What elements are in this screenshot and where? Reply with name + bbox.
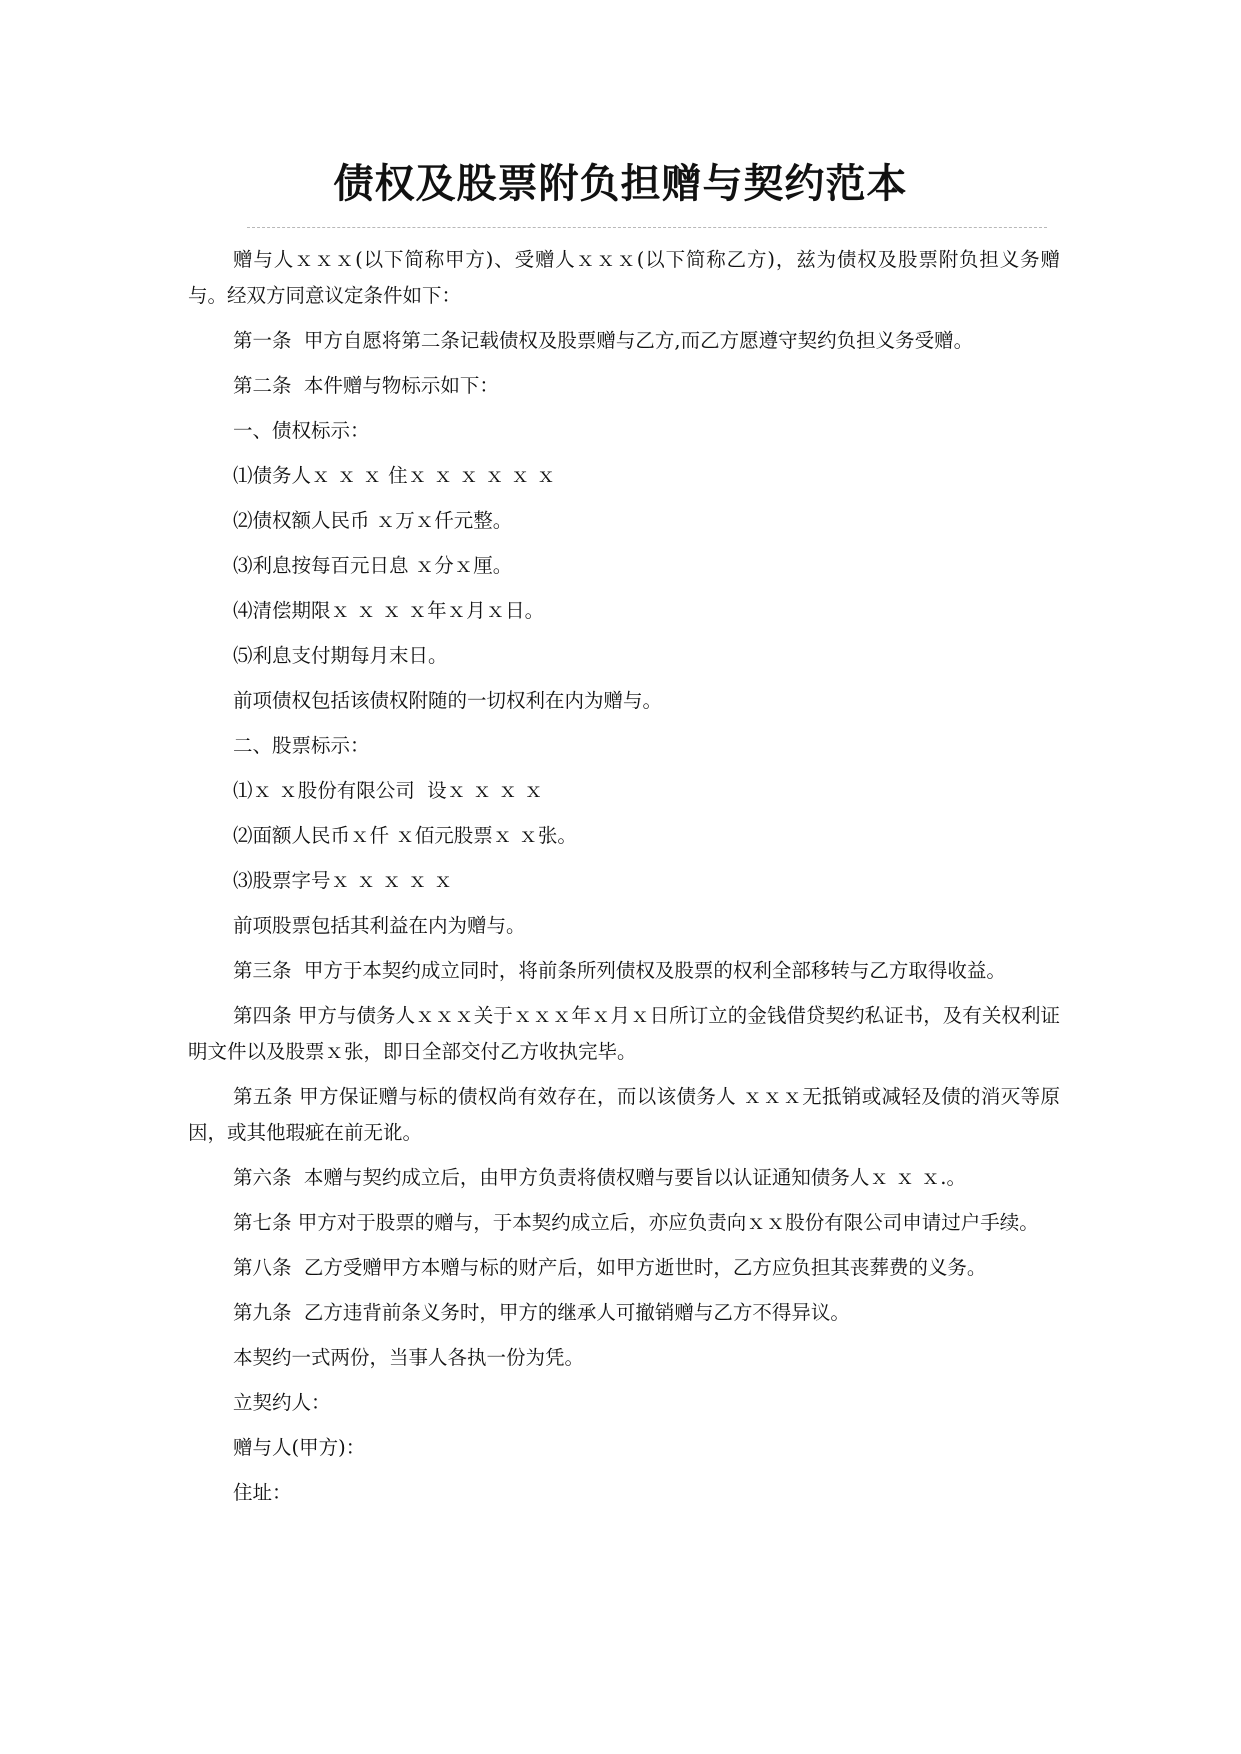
paragraph-claim-item-4: ⑷清偿期限ｘ ｘ ｘ ｘ年ｘ月ｘ日。 — [233, 599, 545, 622]
paragraph-article-2: 第二条 本件赠与物标示如下： — [233, 374, 499, 397]
document-title: 债权及股票附负担赠与契约范本 — [333, 160, 908, 207]
paragraph-stock-note: 前项股票包括其利益在内为赠与。 — [233, 914, 526, 937]
paragraph-intro: 赠与人ｘｘｘ(以下简称甲方)、受赠人ｘｘｘ(以下简称乙方)，兹为债权及股票附负担义务赠与。经双方同意议定条件如下： — [188, 248, 1060, 307]
paragraph-article-6: 第六条 本赠与契约成立后，由甲方负责将债权赠与要旨以认证通知债务人ｘ ｘ ｘ.。 — [233, 1166, 966, 1189]
paragraph-article-9: 第九条 乙方违背前条义务时，甲方的继承人可撤销赠与乙方不得异议。 — [233, 1301, 850, 1324]
paragraph-article-1: 第一条 甲方自愿将第二条记载债权及股票赠与乙方,而乙方愿遵守契约负担义务受赠。 — [233, 329, 974, 352]
paragraph-stock-item-2: ⑵面额人民币ｘ仟 ｘ佰元股票ｘ ｘ张。 — [233, 824, 577, 847]
document-body — [188, 242, 1060, 1520]
paragraph-stock-item-1: ⑴ｘ ｘ股份有限公司 设ｘ ｘ ｘ ｘ — [233, 779, 544, 802]
title-divider — [247, 227, 1047, 228]
paragraph-article-7: 第七条 甲方对于股票的赠与，于本契约成立后，亦应负责向ｘｘ股份有限公司申请过户手续。 — [233, 1211, 1039, 1234]
paragraph-claim-note: 前项债权包括该债权附随的一切权利在内为赠与。 — [233, 689, 663, 712]
paragraph-article-4: 第四条 甲方与债务人ｘｘｘ关于ｘｘｘ年ｘ月ｘ日所订立的金钱借贷契约私证书，及有关权利证明文件以及股票ｘ张，即日全部交付乙方收执完毕。 — [188, 1004, 1060, 1063]
paragraph-claim-item-3: ⑶利息按每百元日息 ｘ分ｘ厘。 — [233, 554, 513, 577]
paragraph-claim-item-5: ⑸利息支付期每月末日。 — [233, 644, 448, 667]
paragraph-article-3: 第三条 甲方于本契约成立同时，将前条所列债权及股票的权利全部移转与乙方取得收益。 — [233, 959, 1006, 982]
paragraph-stock-item-3: ⑶股票字号ｘ ｘ ｘ ｘ ｘ — [233, 869, 453, 892]
paragraph-claim-heading: 一、债权标示： — [233, 419, 370, 442]
paragraph-stock-heading: 二、股票标示： — [233, 734, 370, 757]
paragraph-address: 住址： — [233, 1481, 292, 1504]
paragraph-signatories: 立契约人： — [233, 1391, 331, 1414]
paragraph-article-5: 第五条 甲方保证赠与标的债权尚有效存在，而以该债务人 ｘｘｘ无抵销或减轻及债的消灭等原因，或其他瑕疵在前无讹。 — [188, 1085, 1060, 1144]
paragraph-copies: 本契约一式两份，当事人各执一份为凭。 — [233, 1346, 585, 1369]
paragraph-donor: 赠与人(甲方)： — [233, 1436, 366, 1459]
paragraph-claim-item-1: ⑴债务人ｘ ｘ ｘ 住ｘ ｘ ｘ ｘ ｘ ｘ — [233, 464, 556, 487]
paragraph-claim-item-2: ⑵债权额人民币 ｘ万ｘ仟元整。 — [233, 509, 513, 532]
paragraph-article-8: 第八条 乙方受赠甲方本赠与标的财产后，如甲方逝世时，乙方应负担其丧葬费的义务。 — [233, 1256, 987, 1279]
